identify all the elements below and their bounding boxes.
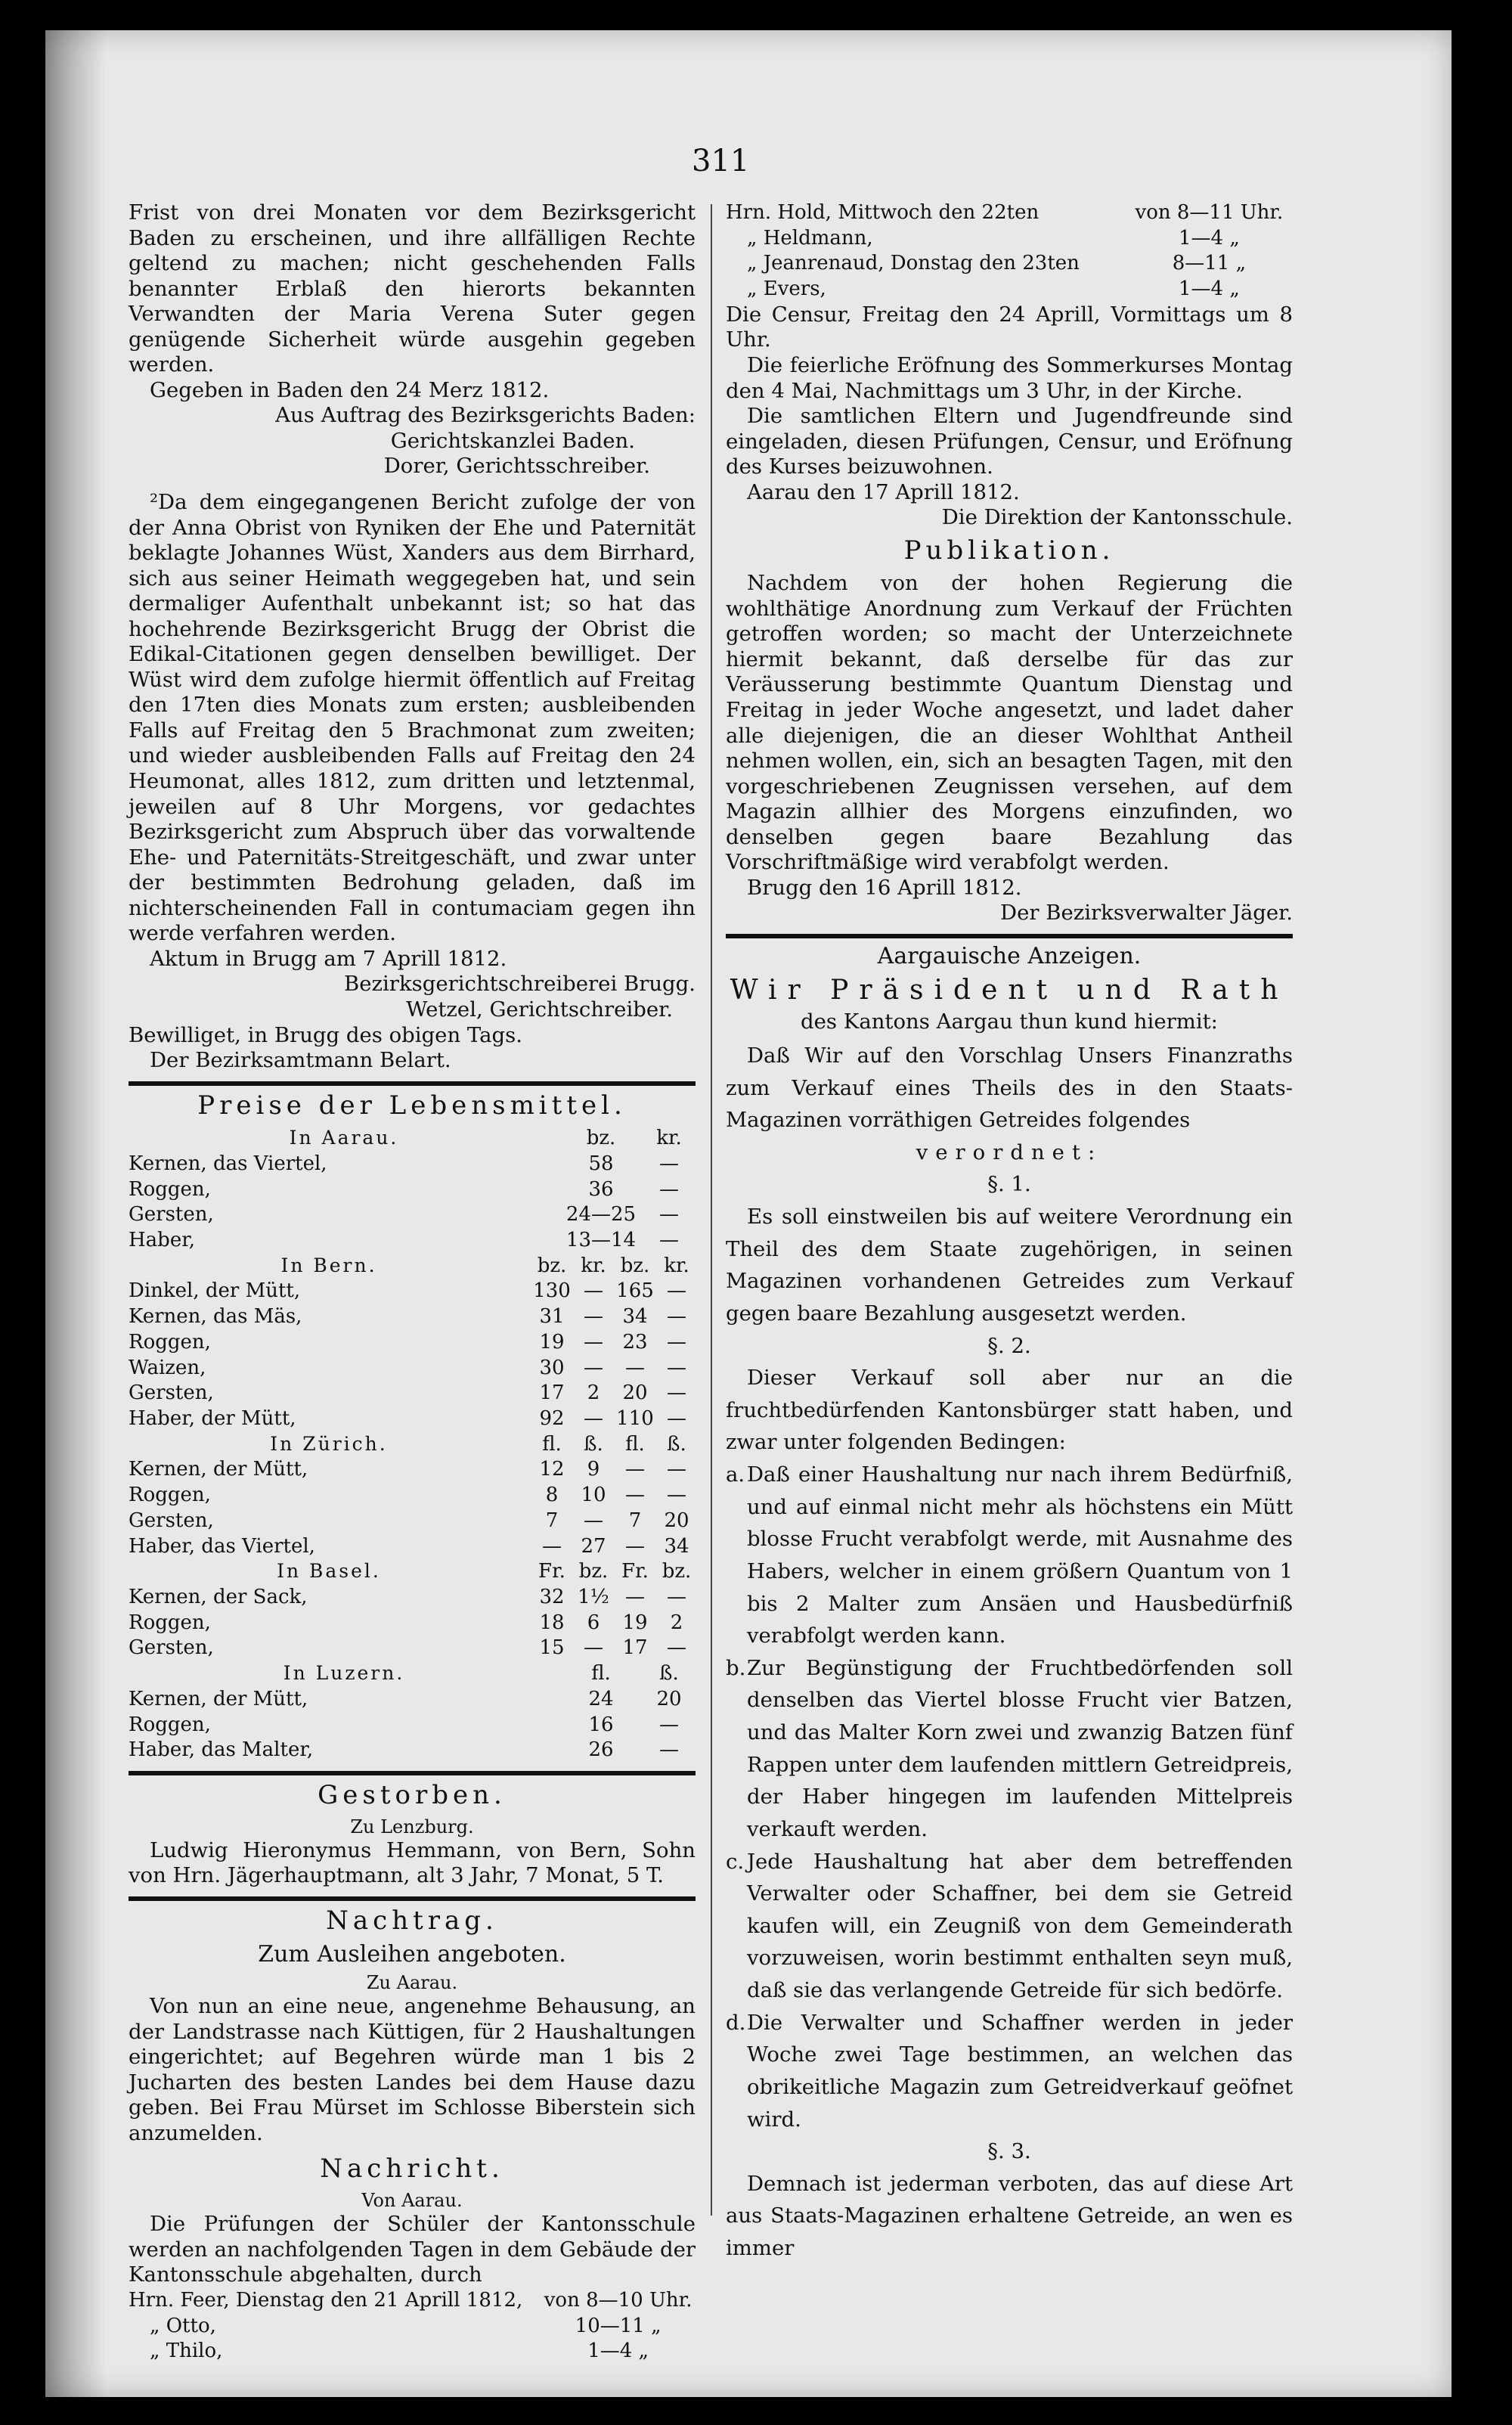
exam-who: Hrn. Feer, Dienstag den 21 Aprill 1812,	[129, 2288, 523, 2312]
price-value: —	[667, 1406, 686, 1430]
exam-row	[129, 2339, 696, 2365]
publication-date: Brugg den 16 Aprill 1812.	[747, 875, 1022, 900]
price-value: —	[542, 1534, 562, 1558]
exam-time: 10—11 „	[575, 2314, 662, 2337]
unit-header: fl.	[542, 1432, 562, 1456]
price-item: Dinkel, der Mütt,	[129, 1279, 301, 1303]
price-value: 23	[622, 1330, 648, 1354]
exam-time: von 8—10 Uhr.	[544, 2288, 692, 2312]
column-divider	[711, 204, 712, 2216]
exam-time: 1—4 „	[1178, 226, 1240, 250]
price-row	[129, 1202, 696, 1228]
price-item: Haber, der Mütt,	[129, 1406, 296, 1430]
price-value: 34	[622, 1305, 648, 1329]
exam-row	[726, 200, 1293, 226]
page-fold-shadow	[45, 30, 106, 2397]
exam-who: „ Otto,	[150, 2314, 216, 2337]
price-value: 10	[581, 1484, 606, 1507]
exam-who: „ Evers,	[747, 278, 826, 301]
nachtrag-title: Nachtrag.	[326, 1905, 498, 1936]
price-value: 165	[616, 1279, 654, 1303]
notice-baden-date: Gegeben in Baden den 24 Merz 1812.	[150, 377, 550, 402]
price-value: 17	[539, 1382, 565, 1405]
price-row	[129, 1152, 696, 1177]
price-value: 19	[539, 1330, 565, 1354]
notice-baden-signature-2: Gerichtskanzlei Baden.	[390, 428, 635, 453]
section-2-text: Dieser Verkauf soll aber nur an die fruchtbedürfenden Kantonsbürger statt haben, und zwar unter folgenden Bedingen:	[726, 1366, 1293, 1455]
price-value: 17	[622, 1636, 648, 1660]
section-3-label: §. 3.	[987, 2139, 1031, 2164]
died-place: Zu Lenzburg.	[350, 1816, 474, 1837]
exam-time: 8—11 „	[1172, 252, 1247, 275]
price-item: Haber, das Malter,	[129, 1738, 314, 1762]
section-1-text: Es soll einstweilen bis auf weitere Verordnung ein Theil des dem Staate zugehörigen, in seinen Magazinen vorhandenen Getreides zum Verkauf gegen baare Bezahlung ausgesetzt werden.	[726, 1205, 1293, 1326]
price-value: —	[667, 1458, 686, 1481]
price-item: Kernen, der Sack,	[129, 1586, 308, 1608]
notice-brugg-text: ²Da dem eingegangenen Bericht zufolge der von der Anna Obrist von Ryniken der Ehe und Paternität beklagte Johannes Wüst, Xanders aus dem Birrhard, sich aus seiner Heimath weggegeben hat, und sein dermaliger Aufenthalt unbekannt ist; so hat das hochehrende Bezirksgericht Brugg der Obrist die Edikal-Citationen gegen denselben bewilliget. Der Wüst wird dem zufolge hiermit öffentlich auf Freitag den 17ten dies Monats zum ersten; ausbleibenden Falls auf Freitag den 5 Brachmonat zum zweiten; und wieder ausbleibenden Falls auf Freitag den 24 Heumonat, alles 1812, zum dritten und letztenmal, jeweilen auf 8 Uhr Morgens, vor gedachtes Bezirksgericht zum Abspruch über das vorwaltende Ehe- und Paternitäts-Streitgeschäft, und zwar unter der bestimmten Bedrohung geladen, daß im nichterscheinenden Fall in contumaciam gegen ihn werde verfahren werden.	[129, 490, 696, 946]
price-value: —	[667, 1330, 686, 1354]
price-value: 1½	[578, 1586, 609, 1608]
price-value: 7	[545, 1509, 559, 1532]
price-value: —	[584, 1636, 603, 1660]
price-value: 20	[622, 1382, 648, 1405]
price-value: 58	[588, 1152, 614, 1175]
exam-row	[129, 2314, 696, 2340]
price-value: 92	[539, 1406, 565, 1430]
school-signature: Die Direktion der Kantonsschule.	[941, 505, 1293, 530]
list-item-label: a.	[726, 1462, 745, 1487]
price-value: 7	[628, 1509, 642, 1532]
price-value: —	[584, 1330, 603, 1354]
price-value: 6	[587, 1611, 600, 1634]
price-value: —	[667, 1356, 686, 1379]
exam-row	[726, 277, 1293, 302]
unit-header: bz.	[537, 1254, 567, 1277]
price-value: —	[625, 1484, 645, 1507]
exam-row	[726, 226, 1293, 252]
exam-time: 1—4 „	[587, 2340, 649, 2363]
price-value: 27	[581, 1534, 606, 1558]
verordnet-label: verordnet:	[916, 1140, 1103, 1164]
price-value: —	[625, 1586, 645, 1608]
census-text: Die Censur, Freitag den 24 Aprill, Vormittags um 8 Uhr.	[726, 302, 1293, 352]
nachricht-place: Von Aarau.	[361, 2189, 463, 2211]
price-row	[129, 1177, 696, 1203]
exam-who: Hrn. Hold, Mittwoch den 22ten	[726, 201, 1040, 224]
price-value: 130	[533, 1279, 571, 1303]
price-value: —	[659, 1738, 679, 1762]
price-value: 16	[588, 1713, 614, 1736]
exam-row	[129, 2288, 696, 2314]
price-value: 24—25	[565, 1203, 637, 1226]
unit-header: ß.	[667, 1432, 686, 1456]
price-value: —	[625, 1534, 645, 1558]
price-value: 13—14	[565, 1228, 637, 1251]
price-value: —	[659, 1203, 679, 1226]
price-item: Roggen,	[129, 1713, 211, 1736]
price-value: 19	[622, 1611, 648, 1634]
price-value: 2	[587, 1382, 600, 1405]
price-value: —	[667, 1484, 686, 1507]
prices-basel-table	[129, 1559, 696, 1661]
nachricht-title: Nachricht.	[320, 2154, 504, 2185]
price-value: 26	[588, 1738, 614, 1762]
city-label: In Aarau.	[289, 1127, 399, 1149]
unit-header: Fr.	[538, 1560, 565, 1583]
right-column	[726, 200, 1293, 2265]
price-item: Gersten,	[129, 1509, 214, 1532]
price-value: 8	[545, 1484, 559, 1507]
price-item: Kernen, der Mütt,	[129, 1687, 308, 1710]
price-row	[129, 1738, 696, 1763]
prices-zurich-table	[129, 1432, 696, 1560]
conditions-list	[726, 1459, 1293, 2135]
left-column	[129, 200, 696, 2365]
price-row	[129, 1713, 696, 1738]
exam-row	[726, 251, 1293, 277]
list-item-text: Jede Haushaltung hat aber dem betreffenden Verwalter oder Schaffner, bei dem sie Getreid kaufen will, ein Zeugniß von dem Gemeinderath vorzuweisen, worin bestimmt enthalten seyn muß, daß sie das verlangende Getreide für sich bedörfe.	[747, 1849, 1293, 2003]
section-1-label: §. 1.	[987, 1172, 1031, 1197]
page-number: 311	[692, 144, 750, 178]
nachricht-text: Die Prüfungen der Schüler der Kantonsschule werden an nachfolgenden Tagen in dem Gebäude der Kantonsschule abgehalten, durch	[129, 2212, 696, 2287]
price-value: —	[584, 1279, 603, 1303]
section-rule	[129, 1771, 696, 1775]
unit-header: Fr.	[621, 1560, 649, 1583]
price-item: Kernen, das Mäs,	[129, 1305, 302, 1329]
exam-who: „ Heldmann,	[747, 226, 873, 250]
price-item: Kernen, das Viertel,	[129, 1152, 327, 1175]
price-item: Kernen, der Mütt,	[129, 1458, 308, 1481]
unit-header: bz.	[586, 1127, 616, 1150]
exam-time: 1—4 „	[1178, 278, 1240, 301]
price-row	[129, 1330, 696, 1356]
price-item: Haber,	[129, 1228, 196, 1251]
invite-text: Die samtlichen Eltern und Jugendfreunde sind eingeladen, diesen Prüfungen, Censur, und Eröfnung des Kurses beizuwohnen.	[726, 404, 1293, 479]
publication-text: Nachdem von der hohen Regierung die wohlthätige Anordnung zum Verkauf der Früchten getroffen worden; so macht der Unterzeichnete hiermit bekannt, daß derselbe für das zur Veräusserung bestimmte Quantum Dienstag und Freitag in jeder Woche angesetzt, und ladet daher alle diejenigen, die an dieser Wohlthat Antheil nehmen wollen, ein, sich an besagten Tagen, mit den vorgeschriebenen Zeugnissen versehen, auf dem Magazin allhier des Morgens einzufinden, wo denselben gegen baare Bezahlung das Vorschriftmäßige wird verabfolgt werden.	[726, 571, 1293, 875]
unit-header: bz.	[578, 1560, 609, 1583]
price-value: 31	[539, 1305, 565, 1329]
price-value: —	[584, 1305, 603, 1329]
price-value: —	[584, 1509, 603, 1532]
section-rule	[129, 1081, 696, 1086]
prices-luzern-table	[129, 1661, 696, 1763]
section-rule	[726, 934, 1293, 938]
list-item	[726, 1846, 1293, 2007]
price-row	[129, 1611, 696, 1636]
price-value: 32	[539, 1586, 565, 1608]
exam-time: von 8—11 Uhr.	[1135, 201, 1284, 224]
price-value: —	[667, 1586, 686, 1608]
exam-who: „ Jeanrenaud, Donstag den 23ten	[747, 252, 1080, 275]
price-value: —	[667, 1382, 686, 1405]
price-value: 20	[656, 1687, 682, 1710]
unit-header: fl.	[591, 1662, 611, 1685]
price-row	[129, 1457, 696, 1483]
price-value: —	[667, 1636, 686, 1660]
price-row	[129, 1406, 696, 1432]
price-item: Gersten,	[129, 1636, 214, 1660]
nachtrag-text: Von nun an eine neue, angenehme Behausung, an der Landstrasse nach Küttigen, für 2 Haushaltungen eingerichtet; auf Begehren würde man 1 bis 2 Jucharten des besten Landes bei dem Hause dazu geben. Bei Frau Mürset im Schlosse Biberstein sich anzumelden.	[129, 1994, 696, 2145]
list-item-text: Zur Begünstigung der Fruchtbedörfenden soll denselben das Viertel blosse Frucht vier Batzen, und das Malter Korn zwei und zwanzig Batzen fünf Rappen unter dem laufenden mittlern Getreidpreis, der Haber hingegen im laufenden Mittelpreis verkauft werden.	[747, 1655, 1293, 1841]
section-3-text: Demnach ist jederman verboten, das auf diese Art aus Staats-Magazinen erhaltene Getreide, an wen es immer	[726, 2171, 1293, 2261]
price-value: —	[625, 1458, 645, 1481]
list-item	[726, 1652, 1293, 1846]
price-value: 20	[664, 1509, 689, 1532]
price-row	[129, 1534, 696, 1560]
section-2-label: §. 2.	[987, 1333, 1031, 1358]
city-label: In Basel.	[277, 1560, 381, 1583]
section-rule	[129, 1896, 696, 1901]
price-item: Roggen,	[129, 1611, 211, 1634]
price-row	[129, 1636, 696, 1661]
unit-header: kr.	[656, 1127, 682, 1150]
city-label: In Luzern.	[283, 1662, 405, 1685]
price-value: —	[667, 1279, 686, 1303]
notice-baden-text: Frist von drei Monaten vor dem Bezirksgericht Baden zu erscheinen, und ihre allfälligen Rechte geltend zu machen; nicht geschehenden Falls benannter Erblaß den hierorts bekannten Verwandten der Maria Verena Suter gegen genügende Sicherheit würde ausgehin gegeben werden.	[129, 200, 696, 377]
notice-brugg-date: Aktum in Brugg am 7 Aprill 1812.	[150, 946, 507, 971]
price-item: Roggen,	[129, 1177, 211, 1201]
price-value: 34	[664, 1534, 689, 1558]
died-title: Gestorben.	[318, 1780, 507, 1811]
aargau-title: Aargauische Anzeigen.	[877, 942, 1142, 969]
price-value: 18	[539, 1611, 565, 1634]
price-value: —	[584, 1356, 603, 1379]
price-value: —	[659, 1177, 679, 1201]
exam-who: „ Thilo,	[150, 2340, 223, 2363]
proclamation-heading: Wir Präsident und Rath	[730, 974, 1289, 1006]
price-row	[129, 1509, 696, 1534]
price-value: 110	[616, 1406, 654, 1430]
exam-schedule-right	[726, 200, 1293, 302]
list-item	[726, 1459, 1293, 1652]
price-row	[129, 1228, 696, 1254]
price-value: —	[659, 1713, 679, 1736]
price-row	[129, 1381, 696, 1406]
list-item-text: Die Verwalter und Schaffner werden in jeder Woche zwei Tage bestimmen, an welchen das obrikeitliche Magazin zum Getreidverkauf geöfnet wird.	[747, 2010, 1293, 2132]
exam-schedule-left	[129, 2288, 696, 2365]
list-item-text: Daß einer Haushaltung nur nach ihrem Bedürfniß, und auf einmal nicht mehr als höchstens ein Mütt blosse Frucht verabfolgt werde, mit Ausnahme des Habers, welcher in einem größern Quantum von 1 bis 2 Malter zum Ansäen und Hausbedürfniß verabfolgt werden kann.	[747, 1462, 1293, 1648]
nachtrag-place: Zu Aarau.	[366, 1971, 458, 1993]
proclamation-subheading: des Kantons Aargau thun kund hiermit:	[801, 1009, 1218, 1034]
notice-brugg-signature-1: Bezirksgerichtschreiberei Brugg.	[344, 972, 696, 997]
unit-header: ß.	[584, 1432, 603, 1456]
price-value: 9	[587, 1458, 600, 1481]
notice-brugg-official: Der Bezirksamtmann Belart.	[150, 1048, 451, 1073]
prices-aarau-table	[129, 1126, 696, 1254]
price-value: 15	[539, 1636, 565, 1660]
price-value: 36	[588, 1177, 614, 1201]
price-row	[129, 1483, 696, 1509]
price-value: 2	[670, 1611, 683, 1634]
prices-title: Preise der Lebensmittel.	[197, 1090, 627, 1121]
unit-header: ß.	[659, 1662, 679, 1685]
price-value: 30	[539, 1356, 565, 1379]
price-row	[129, 1304, 696, 1330]
notice-baden-signature-1: Aus Auftrag des Bezirksgerichts Baden:	[275, 403, 696, 428]
price-item: Haber, das Viertel,	[129, 1534, 315, 1558]
opening-text: Die feierliche Eröfnung des Sommerkurses Montag den 4 Mai, Nachmittags um 3 Uhr, in der Kirche.	[726, 352, 1293, 403]
prices-bern-table	[129, 1254, 696, 1432]
price-value: 24	[588, 1687, 614, 1710]
price-row	[129, 1279, 696, 1304]
unit-header: fl.	[625, 1432, 645, 1456]
publication-title: Publikation.	[903, 535, 1115, 566]
price-row	[129, 1356, 696, 1382]
price-value: —	[659, 1152, 679, 1175]
price-value: —	[659, 1228, 679, 1251]
price-item: Roggen,	[129, 1330, 211, 1354]
list-item-label: d.	[726, 2010, 746, 2035]
publication-signature: Der Bezirksverwalter Jäger.	[1000, 901, 1293, 926]
notice-baden-signature-3: Dorer, Gerichtsschreiber.	[383, 454, 650, 479]
price-item: Gersten,	[129, 1203, 214, 1226]
price-value: 12	[539, 1458, 565, 1481]
price-row	[129, 1687, 696, 1713]
city-label: In Bern.	[280, 1254, 377, 1276]
notice-brugg-approval: Bewilliget, in Brugg des obigen Tags.	[129, 1022, 522, 1047]
price-value: —	[625, 1356, 645, 1379]
price-row	[129, 1585, 696, 1611]
school-date: Aarau den 17 Aprill 1812.	[747, 479, 1020, 504]
list-item	[726, 2007, 1293, 2136]
price-item: Roggen,	[129, 1484, 211, 1507]
unit-header: kr.	[581, 1254, 606, 1277]
died-text: Ludwig Hieronymus Hemmann, von Bern, Sohn von Hrn. Jägerhauptmann, alt 3 Jahr, 7 Monat, 5 T.	[129, 1837, 696, 1888]
list-item-label: b.	[726, 1655, 746, 1680]
notice-brugg-signature-2: Wetzel, Gerichtschreiber.	[406, 997, 673, 1022]
price-item: Gersten,	[129, 1382, 214, 1405]
unit-header: bz.	[620, 1254, 650, 1277]
unit-header: kr.	[664, 1254, 689, 1277]
city-label: In Zürich.	[270, 1432, 388, 1455]
price-value: —	[667, 1305, 686, 1329]
proclamation-intro: Daß Wir auf den Vorschlag Unsers Finanzraths zum Verkauf eines Theils des in den Staats-Magazinen vorräthigen Getreides folgendes	[726, 1043, 1293, 1133]
price-value: —	[584, 1406, 603, 1430]
unit-header: bz.	[662, 1560, 692, 1583]
nachtrag-subtitle: Zum Ausleihen angeboten.	[258, 1941, 566, 1968]
price-item: Waizen,	[129, 1356, 206, 1379]
list-item-label: c.	[726, 1849, 745, 1874]
